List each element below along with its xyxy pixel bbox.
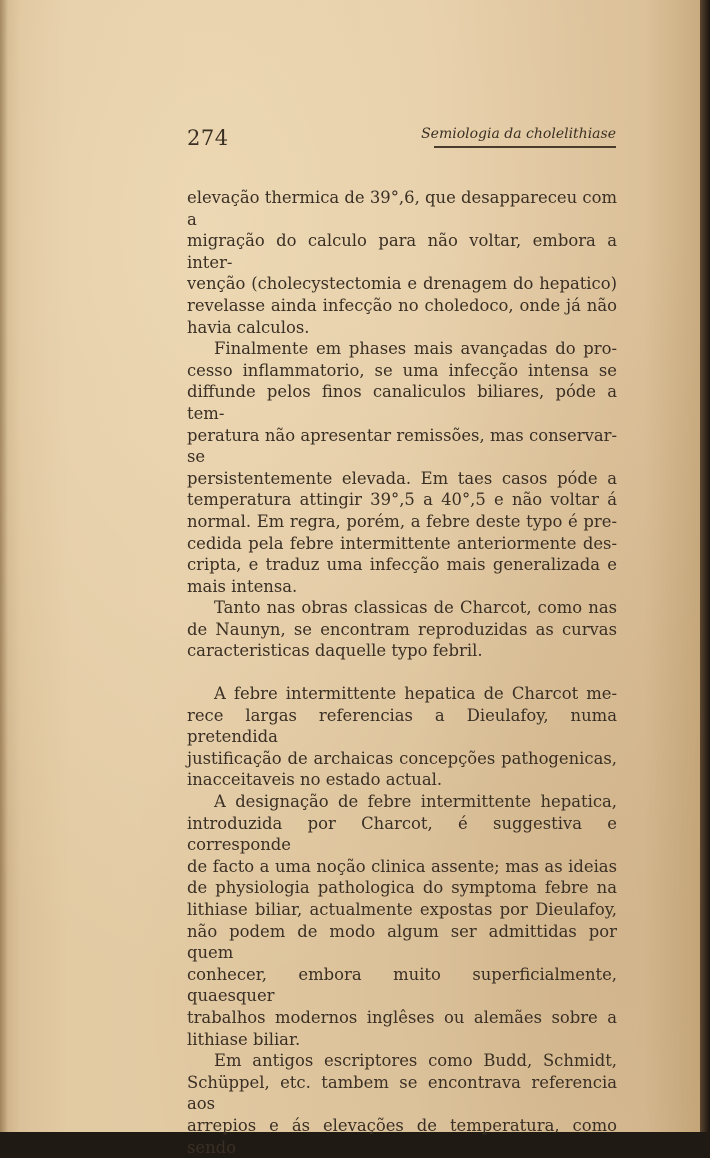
text-line: cedida pela febre intermittente anteriormente des- [187, 533, 617, 553]
text-line: havia calculos. [187, 317, 310, 337]
book-spine-edge [700, 0, 710, 1132]
text-line: cripta, e traduz uma infecção mais generalizada e [187, 555, 617, 575]
text-line: trabalhos modernos inglêses ou alemães sobre a [187, 1007, 617, 1027]
running-title: Semiologia da cholelithiase [421, 126, 616, 142]
text-line: cesso inflammatorio, se uma infecção intensa se [187, 360, 617, 380]
page-number: 274 [187, 126, 229, 150]
text-line: de Naunyn, se encontram reproduzidas as curvas [187, 619, 617, 639]
text-line: justificação de archaicas concepções pathogenicas, [187, 748, 617, 768]
text-line: migração do calculo para não voltar, embora a inter- [187, 231, 617, 272]
text-line: mais intensa. [187, 576, 298, 596]
text-line: não podem de modo algum ser admittidas por quem [187, 921, 617, 963]
text-line: rece largas referencias a Dieulafoy, numa pretendida [187, 705, 617, 747]
text-line: revelasse ainda infecção no choledoco, onde já não [187, 295, 617, 315]
text-line: Tanto nas obras classicas de Charcot, como nas [214, 598, 617, 618]
text-line: introduzida por Charcot, é suggestiva e corresponde [187, 813, 617, 855]
text-line: arrepios e ás elevações de temperatura, como sendo [187, 1115, 617, 1157]
body-text [187, 187, 617, 1158]
text-line: temperatura attingir 39°,5 a 40°,5 e não voltar á [187, 490, 617, 510]
text-line: elevação thermica de 39°,6, que desappareceu com a [187, 188, 617, 229]
text-line: lithiase biliar, actualmente expostas por Dieulafoy, [187, 900, 617, 919]
text-line: Schüppel, etc. tambem se encontrava referencia aos [187, 1072, 617, 1114]
text-line: persistentemente elevada. Em taes casos póde a [187, 468, 617, 488]
text-line: A febre intermittente hepatica de Charcot me- [214, 684, 617, 704]
section-gap [187, 662, 617, 683]
text-line: lithiase biliar. [187, 1029, 301, 1049]
text-line: diffunde pelos finos canaliculos biliares, póde a tem- [187, 382, 617, 423]
text-line: caracteristicas daquelle typo febril. [187, 641, 483, 661]
text-line: venção (cholecystectomia e drenagem do hepatico) [187, 274, 617, 294]
text-line: de facto a uma noção clinica assente; mas as ideias [187, 856, 617, 876]
text-line: normal. Em regra, porém, a febre deste typo é pre- [187, 511, 617, 531]
text-line: Finalmente em phases mais avançadas do pro- [214, 339, 617, 359]
text-line: de physiologia pathologica do symptoma febre na [187, 878, 617, 898]
text-line: inacceitaveis no estado actual. [187, 770, 443, 790]
text-line: peratura não apresentar remissões, mas conservar-se [187, 425, 617, 467]
text-line: conhecer, embora muito superficialmente, quaesquer [187, 964, 617, 1006]
text-line: A designação de febre intermittente hepatica, [214, 792, 617, 812]
text-line: Em antigos escriptores como Budd, Schmidt, [214, 1051, 617, 1071]
header-rule [434, 146, 616, 148]
page-left-edge-shadow [0, 0, 8, 1132]
